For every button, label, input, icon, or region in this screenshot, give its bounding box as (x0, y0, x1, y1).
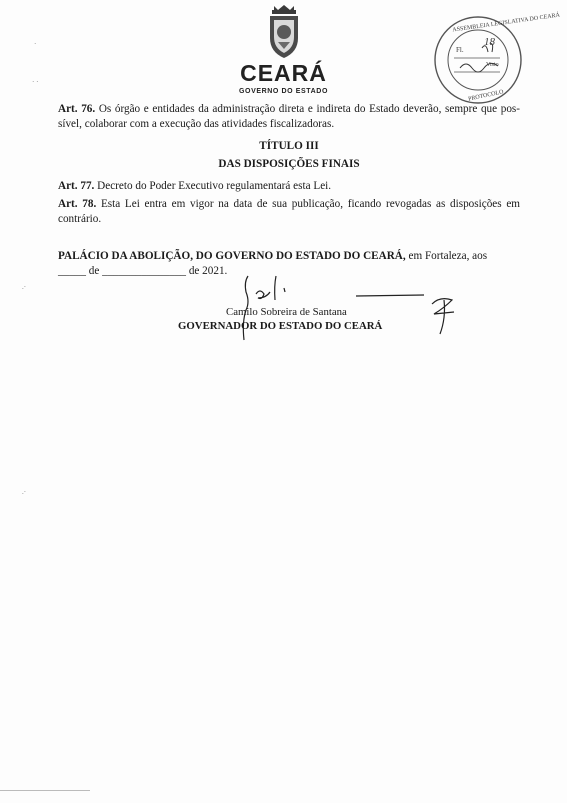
margin-mark: .· (22, 283, 27, 291)
margin-mark: .· (22, 488, 27, 496)
state-government-label: GOVERNO DO ESTADO (238, 88, 329, 95)
palace-location: em Fortaleza, aos (405, 250, 488, 262)
article-78-label: Art. 78. (58, 198, 97, 210)
margin-mark: · (34, 40, 37, 48)
signatory-name: Camilo Sobreira de Santana (226, 306, 347, 318)
signatory-title: GOVERNADOR DO ESTADO DO CEARÁ (178, 320, 383, 332)
page-edge-line (0, 790, 90, 791)
article-76-text: Os órgão e entidades da administração direta e indireta do Estado deverão, sempre que pos-sível, colaborar com a execução das atividades fiscalizadoras. (58, 103, 520, 130)
article-77-label: Art. 77. (58, 180, 95, 192)
stamp-ring-text: ASSEMBLEIA LEGISLATIVA DO CEARÁ (452, 12, 561, 34)
stamp-fl-label: Fl. (456, 46, 464, 54)
article-78-text: Esta Lei entra em vigor na data de sua publicação, ficando revogadas as disposições em contrário. (58, 198, 520, 225)
title-heading: TÍTULO III (259, 140, 319, 152)
date-line: _____ de _______________ de 2021. (58, 265, 228, 277)
article-76-label: Art. 76. (58, 103, 96, 115)
margin-mark: · · (32, 78, 39, 86)
stamp-visto-label: Visto (486, 62, 499, 68)
article-77-text: Decreto do Poder Executivo regulamentará esta Lei. (94, 180, 332, 192)
stamp-fl-number: 18 (484, 36, 495, 48)
state-brand-name: CEARÁ (240, 60, 327, 86)
stamp-bottom-text: PROTOCOLO (467, 89, 505, 103)
title-subheading: DAS DISPOSIÇÕES FINAIS (218, 158, 360, 170)
palace-name: PALÁCIO DA ABOLIÇÃO, DO GOVERNO DO ESTADO DO CEARÁ, (58, 250, 406, 262)
